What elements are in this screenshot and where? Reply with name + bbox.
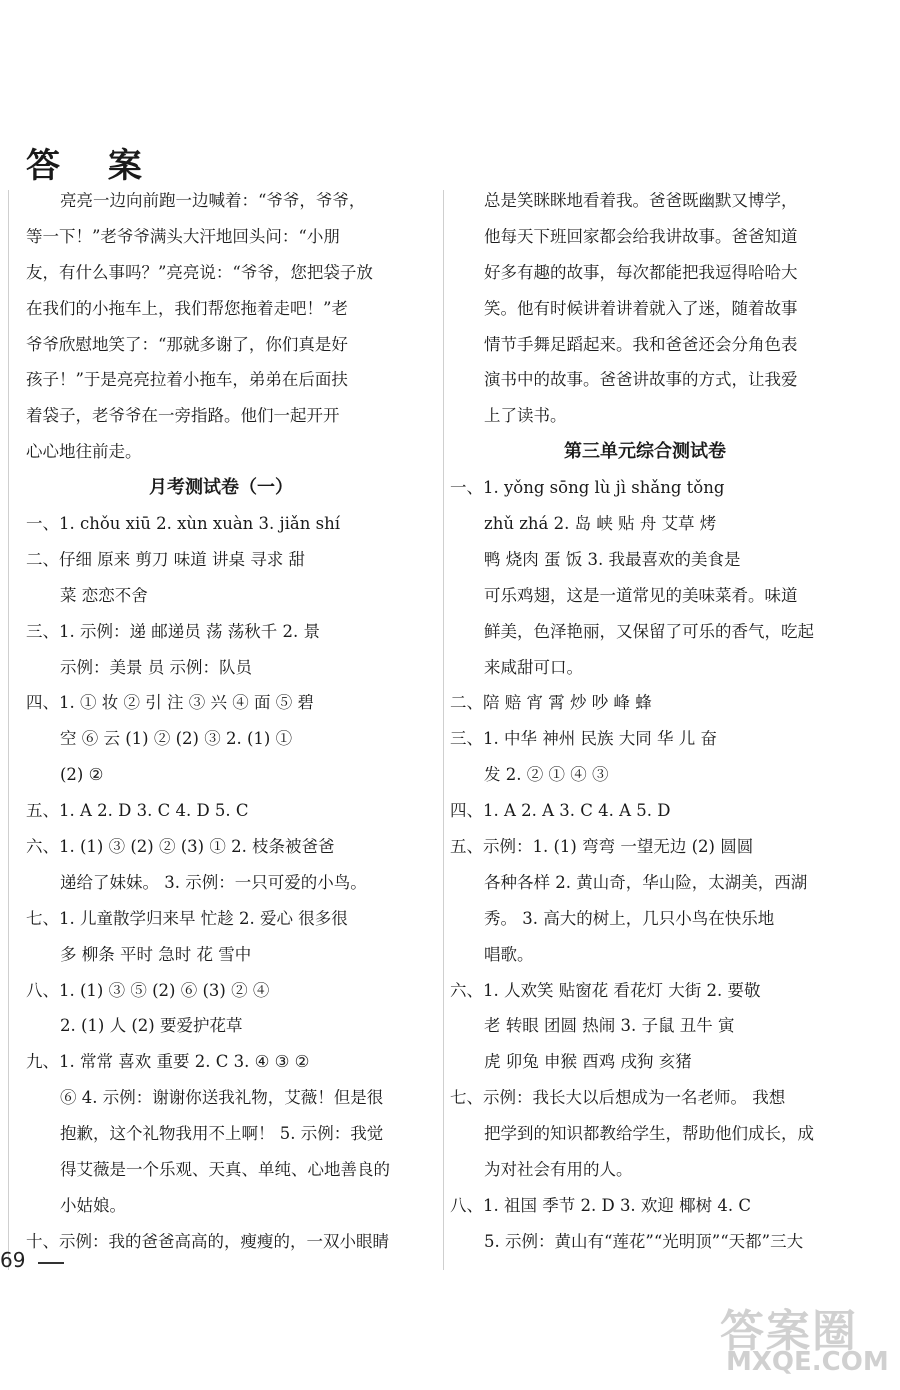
- answer-line: 孩子！”于是亮亮拉着小拖车，弟弟在后面扶: [26, 370, 348, 390]
- answer-line: 二、陪 赔 宵 霄 炒 吵 峰 蜂: [450, 693, 652, 713]
- answer-line: 演书中的故事。爸爸讲故事的方式，让我爱: [484, 370, 798, 390]
- answer-line: 示例：美景 员 示例：队员: [60, 657, 252, 677]
- answer-line: 友，有什么事吗？”亮亮说：“爷爷，您把袋子放: [26, 262, 373, 282]
- answer-line: 来咸甜可口。: [484, 657, 583, 677]
- answer-line: 七、1. 儿童散学归来早 忙趁 2. 爱心 很多很: [26, 908, 348, 928]
- answer-line: 笑。他有时候讲着讲着就入了迷，随着故事: [484, 298, 798, 318]
- answer-line: 小姑娘。: [60, 1195, 126, 1215]
- answer-line: 六、1. (1) ③ (2) ② (3) ① 2. 枝条被爸爸: [26, 837, 335, 857]
- answer-line: 空 ⑥ 云 (1) ② (2) ③ 2. (1) ①: [60, 729, 293, 749]
- answer-line: 发 2. ② ① ④ ③: [484, 765, 609, 785]
- answer-line: 他每天下班回家都会给我讲故事。爸爸知道: [484, 226, 798, 246]
- answer-line: 心心地往前走。: [26, 442, 142, 462]
- answer-line: 多 柳条 平时 急时 花 雪中: [60, 944, 252, 964]
- answer-line: 把学到的知识都教给学生，帮助他们成长，成: [484, 1124, 814, 1144]
- section-heading: 第三单元综合测试卷: [564, 441, 726, 463]
- answer-line: 三、1. 中华 神州 民族 大同 华 儿 奋: [450, 729, 717, 749]
- left-column: [26, 183, 416, 1260]
- answer-line: 2. (1) 人 (2) 要爱护花草: [60, 1016, 243, 1036]
- answer-line: 八、1. (1) ③ ⑤ (2) ⑥ (3) ② ④: [26, 980, 270, 1000]
- page-number: 69: [0, 1248, 26, 1272]
- page-number-dash: [38, 1262, 64, 1264]
- answer-line: 八、1. 祖国 季节 2. D 3. 欢迎 椰树 4. C: [450, 1195, 752, 1215]
- answer-line: 等一下！”老爷爷满头大汗地回头问：“小朋: [26, 226, 340, 246]
- answer-line: 秀。 3. 高大的树上，几只小鸟在快乐地: [484, 908, 775, 928]
- answer-line: 5. 示例：黄山有“莲花”“光明顶”“天都”三大: [484, 1231, 804, 1251]
- answer-line: 总是笑眯眯地看着我。爸爸既幽默又博学，: [484, 191, 798, 210]
- answer-line: 各种各样 2. 黄山奇，华山险，太湖美，西湖: [484, 872, 808, 892]
- answer-line: 抱歉，这个礼物我用不上啊！ 5. 示例：我觉: [60, 1124, 384, 1144]
- answer-line: 五、1. A 2. D 3. C 4. D 5. C: [26, 801, 249, 821]
- answer-line: 递给了妹妹。 3. 示例：一只可爱的小鸟。: [60, 872, 367, 892]
- watermark-logo: [720, 1295, 890, 1385]
- answer-line: 四、1. A 2. A 3. C 4. A 5. D: [450, 801, 671, 821]
- watermark-text: 答案圈: [720, 1306, 858, 1357]
- answer-line: 一、1. yǒng sōng lù jì shǎng tǒng: [450, 478, 725, 498]
- answer-line: 着袋子，老爷爷在一旁指路。他们一起开开: [26, 406, 340, 426]
- answer-line: 五、示例：1. (1) 弯弯 一望无边 (2) 圆圆: [450, 837, 754, 857]
- answer-line: (2) ②: [60, 765, 104, 785]
- answer-line: 七、示例：我长大以后想成为一名老师。 我想: [450, 1088, 786, 1108]
- answer-line: 老 转眼 团圆 热闹 3. 子鼠 丑牛 寅: [484, 1016, 735, 1036]
- answer-line: 六、1. 人欢笑 贴窗花 看花灯 大街 2. 要敬: [450, 980, 761, 1000]
- section-heading: 月考测试卷（一）: [149, 477, 293, 499]
- answer-line: zhǔ zhá 2. 岛 峡 贴 舟 艾草 烤: [484, 514, 717, 534]
- answer-line: 三、1. 示例：递 邮递员 荡 荡秋千 2. 景: [26, 621, 320, 641]
- answer-line: 得艾薇是一个乐观、天真、单纯、心地善良的: [60, 1160, 390, 1180]
- left-margin-divider: [8, 190, 9, 1270]
- answer-line: 鸭 烧肉 蛋 饭 3. 我最喜欢的美食是: [484, 549, 741, 569]
- answer-line: 十、示例：我的爸爸高高的，瘦瘦的，一双小眼睛: [26, 1231, 389, 1251]
- column-divider: [443, 190, 444, 1270]
- answer-line: 菜 恋恋不舍: [60, 585, 148, 605]
- answer-line: 为对社会有用的人。: [484, 1160, 633, 1180]
- answer-line: 虎 卯兔 申猴 酉鸡 戌狗 亥猪: [484, 1052, 692, 1072]
- answer-line: 爷爷欣慰地笑了：“那就多谢了，你们真是好: [26, 334, 348, 354]
- answer-line: 亮亮一边向前跑一边喊着：“爷爷，爷爷，: [60, 191, 366, 210]
- answer-line: 唱歌。: [484, 944, 534, 964]
- watermark-url: MXQE.COM: [726, 1347, 889, 1377]
- answer-line: 二、仔细 原来 剪刀 味道 讲桌 寻求 甜: [26, 549, 305, 569]
- answer-line: 可乐鸡翅，这是一道常见的美味菜肴。味道: [484, 585, 798, 605]
- answer-line: 鲜美，色泽艳丽，又保留了可乐的香气，吃起: [484, 621, 814, 641]
- answer-line: 情节手舞足蹈起来。我和爸爸还会分角色表: [484, 334, 798, 354]
- answer-line: 一、1. chǒu xiū 2. xùn xuàn 3. jiǎn shí: [26, 514, 341, 534]
- answer-line: 四、1. ① 妆 ② 引 注 ③ 兴 ④ 面 ⑤ 碧: [26, 693, 314, 713]
- answer-line: 在我们的小拖车上，我们帮您拖着走吧！”老: [26, 298, 348, 318]
- page-title: 答 案: [26, 146, 160, 186]
- answer-line: 好多有趣的故事，每次都能把我逗得哈哈大: [484, 262, 798, 282]
- answer-line: 九、1. 常常 喜欢 重要 2. C 3. ④ ③ ②: [26, 1052, 310, 1072]
- answer-line: 上了读书。: [484, 406, 567, 426]
- right-column: [450, 183, 840, 1260]
- answer-line: ⑥ 4. 示例：谢谢你送我礼物，艾薇！但是很: [60, 1088, 384, 1108]
